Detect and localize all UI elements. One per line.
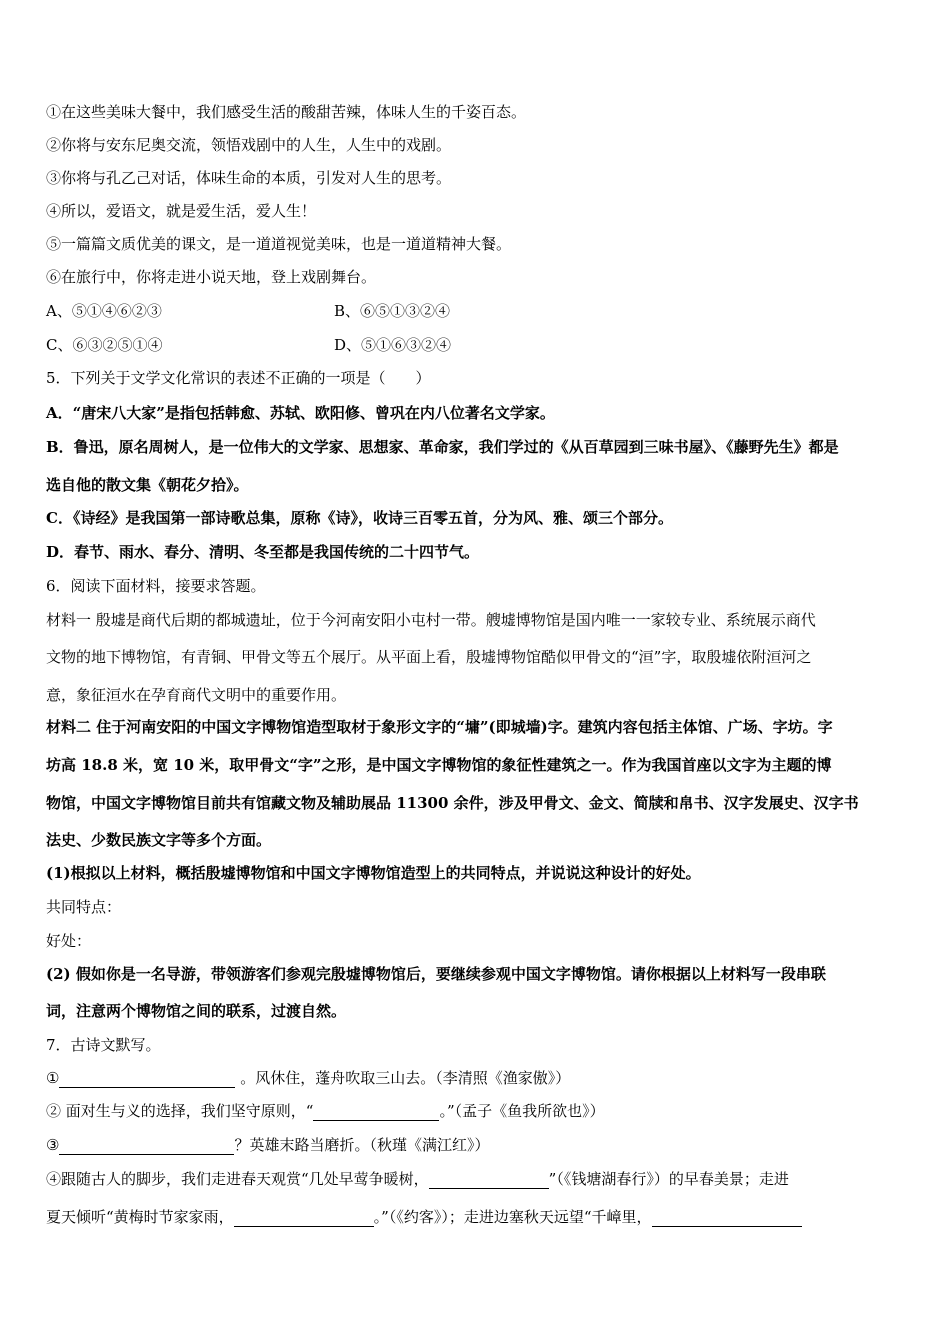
q7-blank-3[interactable] xyxy=(59,1138,234,1155)
q7-blank-4[interactable] xyxy=(429,1172,549,1189)
q6-material2-line3: 物馆，中国文字博物馆目前共有馆藏文物及辅助展品 11300 余件，涉及甲骨文、金文、简牍和帛书、汉字发展史、汉字书 xyxy=(46,794,859,812)
q7-blank-2[interactable] xyxy=(313,1104,439,1121)
q7-line-2-suffix: 。”（孟子《鱼我所欲也》） xyxy=(439,1102,605,1120)
q4-item-1: ①在这些美味大餐中，我们感受生活的酸甜苦辣，体味人生的千姿百态。 xyxy=(46,103,527,121)
q5-stem: 5．下列关于文学文化常识的表述不正确的一项是（ ） xyxy=(46,369,431,387)
q7-line-2 xyxy=(46,1101,605,1121)
q5-option-c: C．《诗经》是我国第一部诗歌总集，原称《诗》，收诗三百零五首，分为风、雅、颂三个部分。 xyxy=(46,509,673,527)
q4-option-a: A、⑤①④⑥②③ xyxy=(46,302,162,320)
q6-subquestion-1: (1)根拟以上材料，概括殷墟博物馆和中国文字博物馆造型上的共同特点，并说说这种设计的好处。 xyxy=(46,864,701,882)
q4-option-c: C、⑥③②⑤①④ xyxy=(46,336,163,354)
q4-item-5: ⑤一篇篇文质优美的课文，是一道道视觉美味，也是一道道精神大餐。 xyxy=(46,235,512,253)
q4-item-6: ⑥在旅行中，你将走进小说天地，登上戏剧舞台。 xyxy=(46,268,377,286)
q7-line-1-suffix: 。风休住，蓬舟吹取三山去。（李清照《渔家傲》） xyxy=(240,1069,571,1087)
q4-item-3: ③你将与孔乙己对话，体味生命的本质，引发对人生的思考。 xyxy=(46,169,452,187)
q5-option-a: A．“唐宋八大家”是指包括韩愈、苏轼、欧阳修、曾巩在内八位著名文学家。 xyxy=(46,404,555,422)
q7-line-5 xyxy=(46,1207,802,1227)
q6-material2-line4: 法史、少数民族文字等多个方面。 xyxy=(46,831,272,849)
q7-line-4-prefix: ④跟随古人的脚步，我们走进春天观赏“几处早莺争暖树， xyxy=(46,1170,429,1188)
q7-blank-5[interactable] xyxy=(234,1210,374,1227)
q4-item-2: ②你将与安东尼奥交流，领悟戏剧中的人生，人生中的戏剧。 xyxy=(46,136,452,154)
q4-item-4: ④所以，爱语文，就是爱生活，爱人生！ xyxy=(46,202,317,220)
q6-material2-line2: 坊高 18.8 米，宽 10 米，取甲骨文“字”之形，是中国文字博物馆的象征性建筑之一。作为我国首座以文字为主题的博 xyxy=(46,756,832,774)
q7-line-1-prefix: ① xyxy=(46,1069,60,1087)
q7-line-2-prefix: ② 面对生与义的选择，我们坚守原则，“ xyxy=(46,1102,314,1120)
q5-option-d: D．春节、雨水、春分、清明、冬至都是我国传统的二十四节气。 xyxy=(46,543,480,561)
q6-stem: 6．阅读下面材料，接要求答题。 xyxy=(46,577,266,595)
q7-line-5-prefix: 夏天倾听“黄梅时节家家雨， xyxy=(46,1208,234,1226)
q5-option-b-line1: B．鲁迅，原名周树人，是一位伟大的文学家、思想家、革命家，我们学过的《从百草园到三味书屋》、《藤野先生》都是 xyxy=(46,438,839,456)
q6-material1-line1: 材料一 殷墟是商代后期的都城遗址，位于今河南安阳小屯村一带。艘墟博物馆是国内唯一一家较专业、系统展示商代 xyxy=(46,611,816,629)
q7-stem: 7．古诗文默写。 xyxy=(46,1036,161,1054)
q6-subquestion-2-line2: 词，注意两个博物馆之间的联系，过渡自然。 xyxy=(46,1002,347,1020)
q6-material2-line1: 材料二 住于河南安阳的中国文字博物馆造型取材于象形文字的“墉”(即城墙)字。建筑内容包括主体馆、广场、字坊。字 xyxy=(46,718,833,736)
q7-line-3-suffix: ？英雄末路当磨折。（秋瑾《满江红》） xyxy=(234,1136,490,1154)
q4-option-b: B、⑥⑤①③②④ xyxy=(334,302,451,320)
q7-line-4-suffix: ”（《钱塘湖春行》）的早春美景；走进 xyxy=(548,1170,789,1188)
q4-option-row-2 xyxy=(46,335,452,355)
q4-option-row-1 xyxy=(46,301,451,321)
q7-blank-6[interactable] xyxy=(652,1210,802,1227)
q7-line-1 xyxy=(46,1068,570,1088)
q6-benefit-label: 好处： xyxy=(46,932,92,950)
q7-line-4 xyxy=(46,1169,789,1189)
q4-option-d: D、⑤①⑥③②④ xyxy=(334,336,452,354)
q6-subquestion-2-line1: (2) 假如你是一名导游，带领游客们参观完殷墟博物馆后，要继续参观中国文字博物馆。请你根据以上材料写一段串联 xyxy=(46,965,826,983)
q6-material1-line2: 文物的地下博物馆，有青铜、甲骨文等五个展厅。从平面上看，殷墟博物馆酷似甲骨文的“洹”字，取殷墟依附洹河之 xyxy=(46,648,812,666)
q7-line-3 xyxy=(46,1135,489,1155)
q6-material1-line3: 意，象征洹水在孕育商代文明中的重要作用。 xyxy=(46,686,347,704)
q7-line-3-prefix: ③ xyxy=(46,1136,60,1154)
q5-option-b-line2: 选自他的散文集《朝花夕拾》。 xyxy=(46,476,249,494)
q7-blank-1[interactable] xyxy=(59,1071,235,1088)
q6-common-features-label: 共同特点： xyxy=(46,898,122,916)
q7-line-5-middle: 。”（《约客》）；走进边塞秋天远望“千嶂里， xyxy=(373,1208,652,1226)
